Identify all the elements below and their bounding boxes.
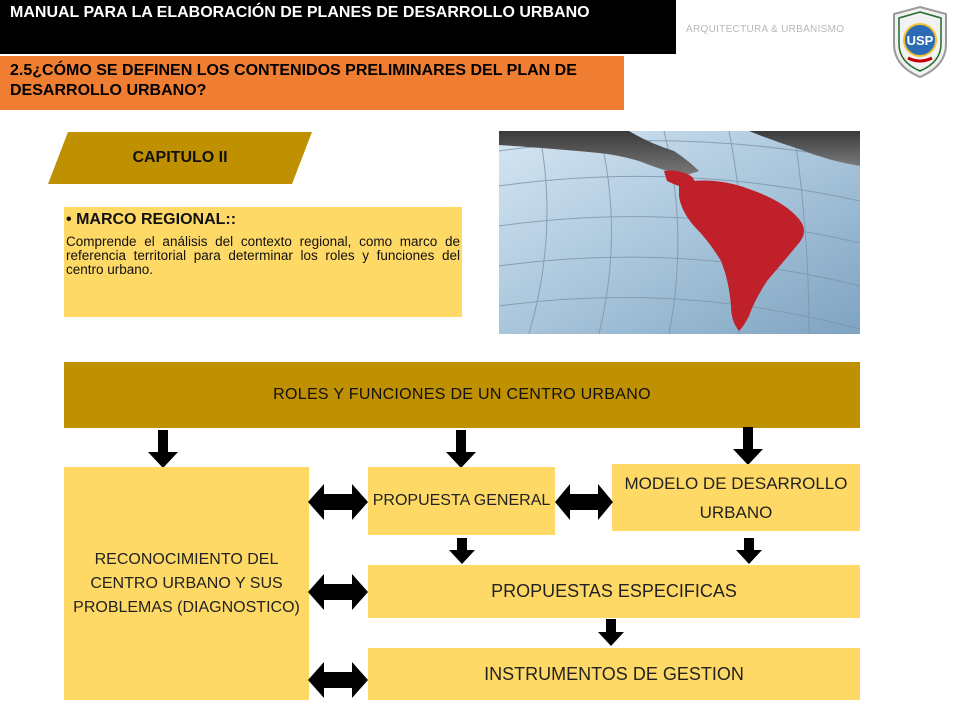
double-arrow-icon [308,574,368,610]
university-logo [888,4,952,80]
marco-regional-heading [66,211,460,229]
double-arrow-icon [308,662,368,698]
arrow-down-icon [736,538,762,564]
arrow-down-icon [449,538,475,564]
propuesta-general-box: PROPUESTA GENERAL [368,467,555,535]
double-arrow-icon [555,484,613,520]
department-label: ARQUITECTURA & URBANISMO [686,24,845,35]
chapter-banner [48,132,312,184]
roles-funciones-box: ROLES Y FUNCIONES DE UN CENTRO URBANO [64,362,860,428]
logo-text: USP [906,33,934,48]
marco-regional-box [64,207,462,317]
marco-regional-text: Comprende el análisis del contexto regional, como marco de referencia territorial para determinar los roles y funciones del centro urbano. [66,234,460,277]
propuestas-especificas-box: PROPUESTAS ESPECIFICAS [368,565,860,618]
university-shield-icon [888,4,952,80]
double-arrow-icon [308,484,368,520]
arrow-down-icon [148,430,178,468]
latin-america-map-image [499,131,860,334]
instrumentos-gestion-box: INSTRUMENTOS DE GESTION [368,648,860,700]
arrow-down-icon [598,619,624,646]
manual-title: MANUAL PARA LA ELABORACIÓN DE PLANES DE DESARROLLO URBANO [0,0,676,54]
reconocimiento-box: RECONOCIMIENTO DEL CENTRO URBANO Y SUS PROBLEMAS (DIAGNOSTICO) [64,467,309,700]
arrow-down-icon [446,430,476,468]
section-title: 2.5¿CÓMO SE DEFINEN LOS CONTENIDOS PRELIMINARES DEL PLAN DE DESARROLLO URBANO? [0,56,624,110]
chapter-label: CAPITULO II [132,149,228,166]
bullet-icon: • [66,211,72,228]
marco-regional-title: MARCO REGIONAL:: [76,211,237,228]
modelo-desarrollo-box: MODELO DE DESARROLLO URBANO [612,464,860,531]
arrow-down-icon [733,427,763,465]
